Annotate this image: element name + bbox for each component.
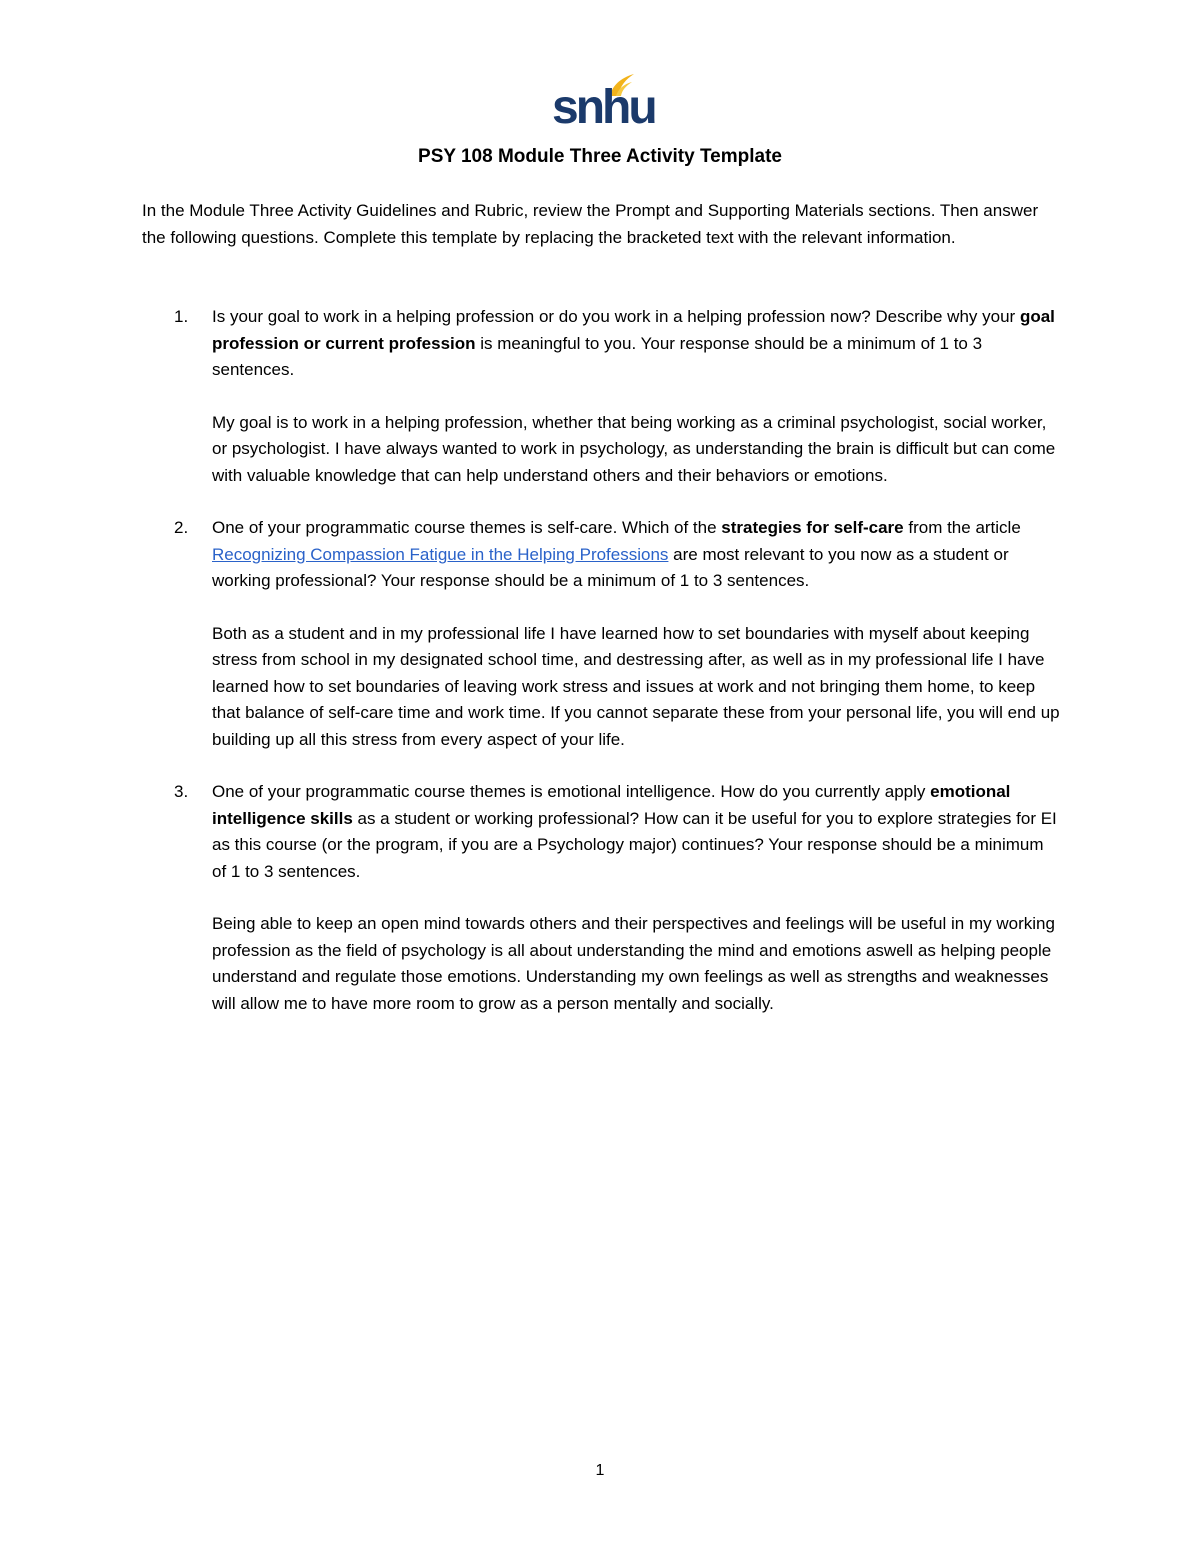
question-item-1 [142, 304, 1062, 489]
prompt-emphasis: emotional intelligence skills [212, 782, 1011, 828]
prompt-text: One of your programmatic course themes is emotional intelligence. How do you currently apply [212, 782, 931, 801]
logo-wordmark: snhu [552, 81, 655, 134]
question-prompt [212, 779, 1062, 885]
question-item-3 [142, 779, 1062, 1017]
answer-text: Being able to keep an open mind towards others and their perspectives and feelings will be useful in my working profession as the field of psychology is all about understanding the mind and emotions aswell as helping people understand and regulate those emotions. Understanding my own feelings as well as strengths and weaknesses will allow me to have more room to grow as a person mentally and socially. [212, 914, 1055, 1013]
prompt-text: as a student or working professional? How can it be useful for you to explore strategies for EI as this course (or the program, if you are a Psychology major) continues? Your response should be a minimum of 1 to 3 sentences. [212, 808, 1057, 881]
prompt-text: is meaningful to you. Your response should be a minimum of 1 to 3 sentences. [212, 333, 983, 379]
prompt-emphasis: strategies for self-care [721, 518, 904, 537]
page-title: PSY 108 Module Three Activity Template [418, 146, 782, 167]
prompt-emphasis: goal profession or current profession [212, 307, 1055, 353]
question-item-2 [142, 515, 1062, 753]
question-number: 1. [174, 307, 189, 326]
answer-text: Both as a student and in my professional life I have learned how to set boundaries with myself about keeping stress from school in my designated school time, and destressing after, as well as in my professional life I have learned how to set boundaries of leaving work stress and issues at work and not bringing them home, to keep that balance of self-care time and work time. If you cannot separate these from your personal life, you will end up building up all this stress from every aspect of your life. [212, 623, 1060, 749]
intro-paragraph: In the Module Three Activity Guidelines and Rubric, review the Prompt and Supporting Materials sections. Then answer the following questions. Complete this template by replacing the bracketed text with the relevant information. [142, 201, 1039, 247]
question-prompt [212, 304, 1062, 384]
question-list [142, 304, 1062, 1017]
article-link[interactable]: Recognizing Compassion Fatigue in the Helping Professions [212, 544, 669, 564]
prompt-text: Is your goal to work in a helping profession or do you work in a helping profession now? Describe why your [212, 307, 1020, 326]
question-prompt [212, 515, 1062, 595]
question-number: 3. [174, 782, 189, 801]
prompt-text: One of your programmatic course themes is self-care. Which of the [212, 518, 722, 537]
answer-text: My goal is to work in a helping profession, whether that being working as a criminal psychologist, social worker, or psychologist. I have always wanted to work in psychology, as understanding the brain is difficult but can come with valuable knowledge that can help understand others and their behaviors or emotions. [212, 412, 1056, 485]
page-number: 1 [595, 1462, 605, 1479]
prompt-text: from the article [903, 518, 1021, 537]
question-number: 2. [174, 518, 189, 537]
snhu-logo [552, 70, 655, 134]
prompt-text: are most relevant to you now as a student or working professional? Your response should be a minimum of 1 to 3 sentences. [212, 544, 1009, 590]
